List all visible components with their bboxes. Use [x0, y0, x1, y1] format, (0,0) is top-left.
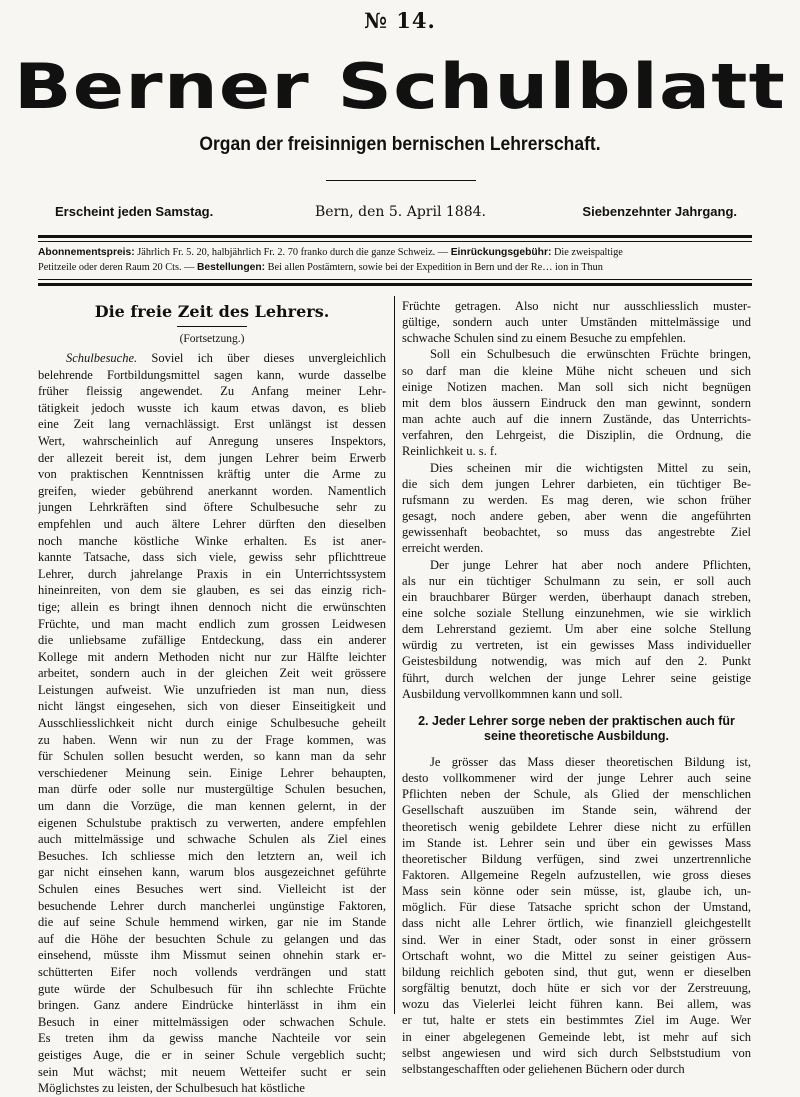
lead-word: Schulbesuche.: [66, 351, 138, 365]
text-line: Kollege mit andern Methoden nicht nur zur Hälfte leichter: [38, 649, 386, 664]
text-line: einsehend, müsste ihm Missmut seinen ohnehin stark er-: [38, 948, 386, 963]
title-rule: [177, 326, 247, 327]
text-line: als nur ein tüchtiger Schulmann zu sein, er soll auch: [402, 573, 751, 588]
text-line: in einer abgelegenen Gemeinde lebt, ist mehr auf sich: [402, 1029, 751, 1044]
text-line: Reinlichkeit u. s. f.: [402, 444, 498, 459]
text-line: möglich. Für diese Tatsache spricht schon der Umstand,: [402, 900, 751, 915]
text-line: Ausbildung vervollkommnen kann und soll.: [402, 686, 623, 701]
text-line: tige; allein es bringt ihnen dennoch nicht die erwünschten: [38, 599, 386, 614]
rule-top-thin: [38, 241, 752, 242]
text-line: Ausschliesslichkeit nicht durch einige Schulbesuche geheilt: [38, 716, 386, 731]
text-line: dem Lehrerstand geziemt. Um aber eine solche Stellung: [402, 622, 751, 637]
orders-label: Bestellungen:: [197, 261, 266, 273]
text-line: Mass sein könne oder sein müsse, ist, glaube ich, un-: [402, 884, 751, 899]
insertion-fee-label: Einrückungsgebühr:: [450, 247, 552, 258]
text-line: Faktoren. Allgemeine Regeln aufzustellen, wie gross dieses: [402, 868, 751, 882]
text-line: so darf man die kleine Mühe nicht scheuen und sich: [402, 363, 751, 378]
text-line: zu haben. Wenn wir nun zu der Frage kommen, was: [38, 732, 386, 747]
text-line: von praktischen Kenntnissen kräftig unter die Arme zu: [38, 467, 386, 482]
section-heading-line: 2. Jeder Lehrer sorge neben der praktischen auch für: [418, 713, 735, 728]
right-column: [402, 298, 751, 1077]
text-line: nicht längst eingesehen, sich von dieser Einseitigkeit und: [38, 699, 386, 714]
text-line: arbeitet, sondern auch in der gleichen Zeit weit grössere: [38, 666, 386, 681]
subscription-text: Jährlich Fr. 5. 20, halbjährlich Fr. 2. 70 franko durch die ganze Schweiz. —: [134, 247, 451, 258]
rule-mid-thin: [38, 279, 752, 280]
masthead-divider: [326, 180, 476, 181]
text-line: im Stande ist. Lehrer sein und über ein gewisses Mass: [402, 835, 751, 850]
continuation-note: (Fortsetzung.): [179, 333, 245, 345]
rule-top-thick: [38, 235, 752, 238]
publication-note: Erscheint jeden Samstag.: [55, 204, 214, 219]
text-line: Leistungen aufweist. Wie unzufrieden ist man nun, diess: [38, 682, 386, 697]
subscription-line-2: [38, 261, 752, 276]
right-paragraph-5: [402, 754, 751, 1077]
petit-line-text: Petitzeile oder deren Raum 20 Cts. —: [38, 261, 197, 273]
text-line: Geistesbildung notwendig, was mich auf den 2. Punkt: [402, 654, 751, 669]
text-line: selbst angewiesen und wird sich durch Selbststudium von: [402, 1045, 751, 1060]
masthead-title: Berner Schulblatt: [13, 50, 787, 123]
text-line: tätigkeit jedoch wusste ich kaum etwas davon, es blieb: [38, 400, 386, 415]
section-heading: [402, 714, 751, 744]
text-line: Besuches. Ich schliesse mich den letztern an, weil ich: [38, 848, 386, 863]
text-line: ein brauchbarer Bürger werden, überhaupt danach streben,: [402, 589, 751, 604]
text-line: bringen. Ganz andere Eindrücke hinterlässt in ihm ein: [38, 998, 386, 1013]
text-line: [38, 350, 386, 367]
left-column: [38, 298, 386, 1097]
orders-text: Bei allen Postämtern, sowie bei der Expedition in Bern und der Re… ion in Thun: [265, 261, 603, 273]
text-line: gute würde der Schulbesuch für ihn schlechte Früchte: [38, 981, 386, 996]
text-line: theoretisch wenig gebildete Lehrer diese nicht zu erfüllen: [402, 819, 751, 834]
text-line: kannte Tatsache, dass sich viele, gewiss sehr pflichttreue: [38, 550, 386, 565]
text-line: Dies scheinen mir die wichtigsten Mittel zu sein,: [430, 460, 751, 475]
text-line: früher fleissig angewendet. Zu Anfang meiner Lehr-: [38, 384, 386, 399]
text-line: gar nicht einsehen kann, warum blos ausgezeichnet geführte: [38, 865, 386, 880]
text-line: Wert, wahrscheinlich auf Anregung unseres Inspektors,: [38, 433, 386, 448]
insertion-fee-text: Die zweispaltige: [551, 247, 623, 258]
volume: Siebenzehnter Jahrgang.: [582, 204, 737, 219]
text-line: gewissenhaft beobachtet, so muss das angestrebte Ziel: [402, 525, 751, 540]
text-line: er tut, halte er stets ein bestimmtes Ziel im Auge. Wer: [402, 1013, 751, 1028]
text-line: würdig zu vertreten, ist ein gewisses Mass individueller: [402, 638, 751, 653]
text-line: rufsmann zu werden. Es mag deren, wie schon früher: [402, 492, 751, 507]
right-paragraph-2: [402, 346, 751, 459]
text-line: jungen Lehrkräften sind öftere Schulbesuche sehr zu: [38, 500, 386, 515]
place-date: Bern, den 5. April 1884.: [315, 204, 486, 220]
right-paragraph-4: [402, 557, 751, 702]
text-line: Schulen eines Besuches wert sind. Vielleicht ist der: [38, 882, 386, 896]
rule-mid-thick: [38, 283, 752, 286]
text-line: eine solche soziale Stellung einzunehmen, wie sie wirklich: [402, 605, 751, 620]
text-line: Pflichten neben der Schule, als Glied der menschlichen: [402, 787, 751, 802]
issue-number: № 14.: [364, 8, 436, 33]
subscription-line-1: [38, 246, 752, 261]
text-line: auch mittelmässige und schwache Schulen als Ziel eines: [38, 832, 386, 847]
text-line: hineinreiten, von dem sie glauben, es sei das einzig rich-: [38, 583, 386, 598]
text-line: Es treten ihm da gewiss manche Nachteile vor sein: [38, 1031, 386, 1046]
text-line: empfehlen und auch ältere Lehrer dürften den dieselben: [38, 516, 386, 531]
text-line: Gesellschaft auszuüben im Stande sein, während der: [402, 803, 751, 818]
right-paragraph-1: [402, 298, 751, 346]
text-line: die auf seine Schule hemmend wirken, gar nie im Stande: [38, 915, 386, 930]
text-line: Möglichstes zu leisten, der Schulbesuch hat köstliche: [38, 1081, 305, 1096]
text-line: auf die Höhe der besuchten Schule zu gelangen und das: [38, 931, 386, 946]
text-line: schwache Schulen sind zu einem Besuche zu empfehlen.: [402, 331, 686, 346]
text-line: sorgfältig benutzt, doch hüte er sich vor der Zerstreuung,: [402, 981, 751, 996]
right-paragraph-3: [402, 460, 751, 557]
subscription-label: Abonnementspreis:: [38, 247, 135, 258]
text-line: Soll ein Schulbesuch die erwünschten Früchte bringen,: [430, 347, 751, 362]
text-line: theoretischer Bildung verfügen, sind zwei unzertrennliche: [402, 851, 751, 866]
text-line: führt, durch welchen der junge Lehrer seine geistige: [402, 670, 751, 685]
text-line: noch manche köstliche Winke erhalten. Es ist aner-: [38, 533, 386, 548]
text-line: erreicht werden.: [402, 541, 484, 556]
text-line: gültige, sondern auch unter Umständen mittelmässige und: [402, 315, 751, 330]
text-line: verfahren, den Lehrgeist, die Disziplin, die Ordnung, die: [402, 428, 751, 443]
subscription-info: [38, 246, 752, 275]
text-line: mit dem blos äussern Eindruck den man gewinnt, sondern: [402, 395, 751, 410]
left-paragraph: [38, 350, 386, 1097]
text-line: bildung reichlich geboten sind, thut gut, wenn er dieselben: [402, 964, 751, 979]
info-line: [55, 204, 737, 224]
text-line: selbstangeschafften oder geliehenen Büchern oder durch: [402, 1061, 685, 1076]
text-line: eigenen Schulstube praktisch zu verwerten, andere empfehlen: [38, 815, 386, 830]
text-line: die sich dem jungen Lehrer darbieten, ein tüchtiger Be-: [402, 476, 751, 491]
text-line: eine Zeit lang vernachlässigt. Erst unlängst ist dessen: [38, 417, 386, 432]
text-line: verschiedener Meinung sein. Einige Lehrer behaupten,: [38, 765, 386, 780]
text-line: schütterten Eifer noch vollends verdrängen und statt: [38, 964, 386, 979]
text-line: besuchende Lehrer durch mancherlei ungünstige Faktoren,: [38, 898, 386, 913]
text-line: belehrende Fortbildungsmittel sagen kann, wurde dasselbe: [38, 367, 386, 382]
text-line: geistiges Auge, die er in seiner Schule vergeblich sucht;: [38, 1047, 386, 1062]
column-divider: [394, 296, 395, 1014]
text-line: sind. Wer in einer Stadt, oder sonst in einer grössern: [402, 932, 751, 947]
lead-line-text: Soviel ich über dieses unvergleichlich: [137, 351, 386, 365]
text-line: Lehrer, durch jahrelange Praxis in ein Unterrichtssystem: [38, 566, 386, 581]
text-line: um dann die Vorzüge, die man kennen gelernt, in der: [38, 799, 386, 814]
text-line: einige Notizen machen. Man soll sich nicht begnügen: [402, 379, 751, 394]
text-line: Ortschaft wohnt, wo die Mittel zu seiner geistigen Aus-: [402, 948, 751, 963]
text-line: Früchte getragen. Also nicht nur ausschliesslich muster-: [402, 299, 751, 313]
text-line: desto vollkommener wird der junge Lehrer auch seine: [402, 771, 751, 786]
article-title: Die freie Zeit des Lehrers.: [94, 302, 330, 321]
text-line: dass nicht alle Lehrer örtlich, wie finanziell gleichgestellt: [402, 916, 751, 931]
text-line: man dürfe oder solle nur mustergültige Schulen besuchen,: [38, 782, 386, 797]
text-line: Der junge Lehrer hat aber noch andere Pflichten,: [430, 557, 751, 572]
masthead-subtitle: Organ der freisinnigen bernischen Lehrerschaft.: [199, 134, 601, 155]
text-line: Besuch in einer mittelmässigen oder schwachen Schule.: [38, 1014, 386, 1029]
text-line: gesagt, noch andere geben, aber wenn die angeführten: [402, 509, 751, 524]
text-line: der allezeit bereit ist, dem jungen Lehrer beim Erwerb: [38, 450, 386, 465]
text-line: man achte auch auf die innern Zustände, das Unterrichts-: [402, 412, 751, 427]
text-line: sein Mut wächst; mit neuem Wetteifer sucht er sein: [38, 1064, 386, 1079]
text-line: die unliebsame zufällige Entdeckung, dass ein anderer: [38, 633, 386, 648]
text-line: Früchte, und man macht endlich zum grossen Leidwesen: [38, 616, 386, 631]
text-line: Je grösser das Mass dieser theoretischen Bildung ist,: [430, 754, 751, 769]
section-heading-line: seine theoretische Ausbildung.: [484, 728, 669, 743]
text-line: wozu das Vielerlei leicht führen kann. Bei allem, was: [402, 997, 751, 1012]
text-line: greifen, wieder gebührend anerkannt worden. Namentlich: [38, 483, 386, 498]
text-line: für Schulen sollen besucht werden, so kann man da sehr: [38, 749, 386, 764]
